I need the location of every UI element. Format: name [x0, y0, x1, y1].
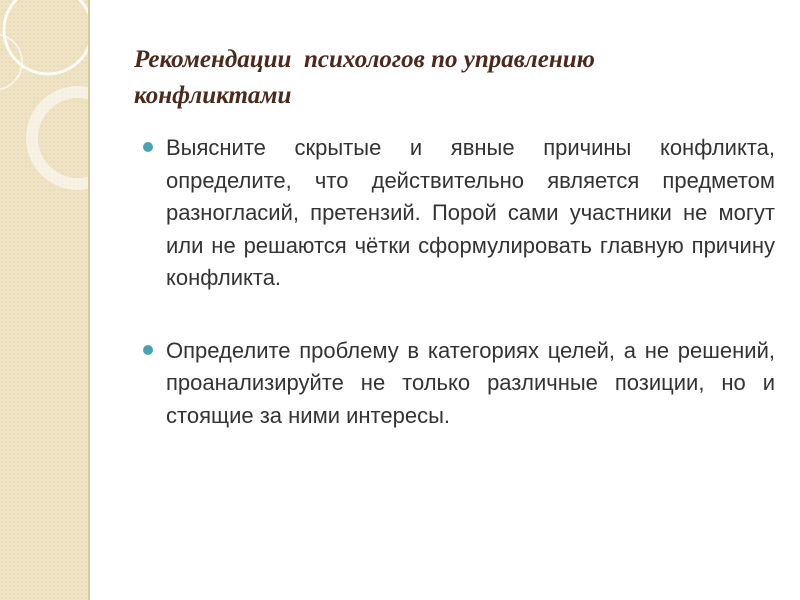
- decorative-rings: [0, 0, 88, 600]
- bullet-item-goals: [143, 335, 775, 433]
- bullet-item-causes: [143, 132, 775, 295]
- slide-title: Рекомендации психологов по управлению конфликтами: [134, 46, 595, 109]
- bullet-text: Выясните скрытые и явные причины конфликта, определите, что действительно является предметом разногласий, претензий. Порой сами участники не могут или не решаются чётки сформулировать главную причину конфликта.: [166, 135, 775, 290]
- bullet-dot-icon: [143, 142, 153, 152]
- decorative-ring-top: [4, 0, 88, 74]
- decorative-ring-middle: [32, 92, 88, 184]
- bullet-text: Определите проблему в категориях целей, а не решений, проанализируйте не только различные позиции, но и стоящие за ними интересы.: [166, 337, 775, 428]
- decorative-sidebar: [0, 0, 88, 600]
- bullet-dot-icon: [143, 345, 153, 355]
- bullet-list: [143, 132, 775, 472]
- sidebar-divider: [88, 0, 90, 600]
